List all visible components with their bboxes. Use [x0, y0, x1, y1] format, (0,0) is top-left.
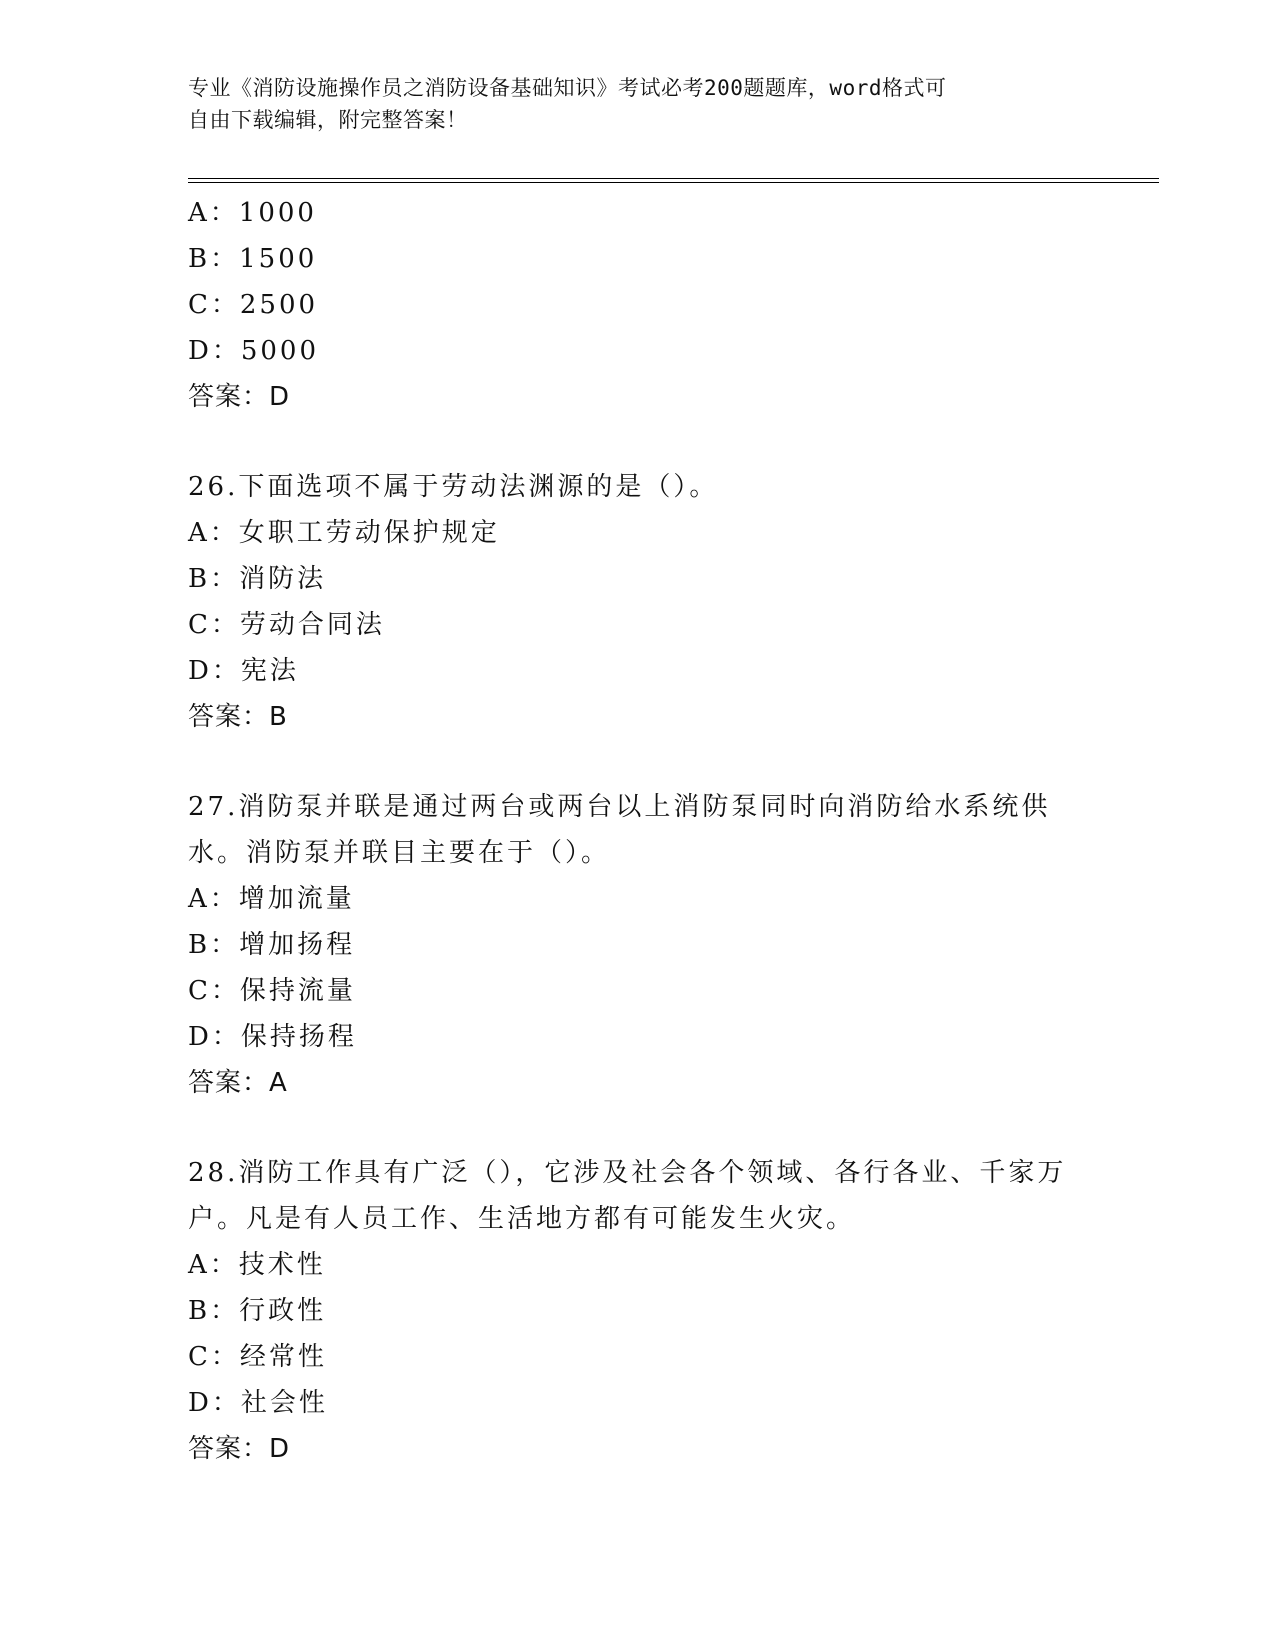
- question-list: [188, 190, 1088, 1472]
- option-d: D：5000: [188, 336, 320, 366]
- header-line-1: 专业《消防设施操作员之消防设备基础知识》考试必考200题题库，word格式可: [188, 76, 947, 100]
- option-a: A：增加流量: [188, 884, 355, 914]
- question-stem: 28.消防工作具有广泛（），它涉及社会各个领域、各行各业、千家万户。凡是有人员工作、生活地方都有可能发生火灾。: [188, 1158, 1067, 1234]
- answer: 答案：B: [188, 702, 288, 732]
- header-line-2: 自由下载编辑，附完整答案！: [188, 108, 468, 132]
- question-block-partial: [188, 190, 1088, 420]
- option-b: B：行政性: [188, 1296, 327, 1326]
- document-header: [188, 72, 1068, 136]
- question-block-26: [188, 464, 1088, 740]
- answer: 答案：D: [188, 382, 291, 412]
- option-d: D：宪法: [188, 656, 299, 686]
- question-stem: 26.下面选项不属于劳动法渊源的是（）。: [188, 472, 719, 502]
- question-stem: 27.消防泵并联是通过两台或两台以上消防泵同时向消防给水系统供水。消防泵并联目主要在于（）。: [188, 792, 1051, 868]
- option-d: D：保持扬程: [188, 1022, 357, 1052]
- option-c: C：经常性: [188, 1342, 327, 1372]
- option-a: A：1000: [188, 198, 317, 228]
- header-divider: [188, 178, 1159, 183]
- answer: 答案：D: [188, 1434, 291, 1464]
- question-block-27: [188, 784, 1088, 1106]
- option-b: B：消防法: [188, 564, 327, 594]
- option-b: B：1500: [188, 244, 318, 274]
- option-d: D：社会性: [188, 1388, 328, 1418]
- option-b: B：增加扬程: [188, 930, 356, 960]
- option-c: C：保持流量: [188, 976, 356, 1006]
- option-a: A：女职工劳动保护规定: [188, 518, 500, 548]
- option-c: C：劳动合同法: [188, 610, 385, 640]
- answer: 答案：A: [188, 1068, 288, 1098]
- question-block-28: [188, 1150, 1088, 1472]
- option-a: A：技术性: [188, 1250, 326, 1280]
- option-c: C：2500: [188, 290, 319, 320]
